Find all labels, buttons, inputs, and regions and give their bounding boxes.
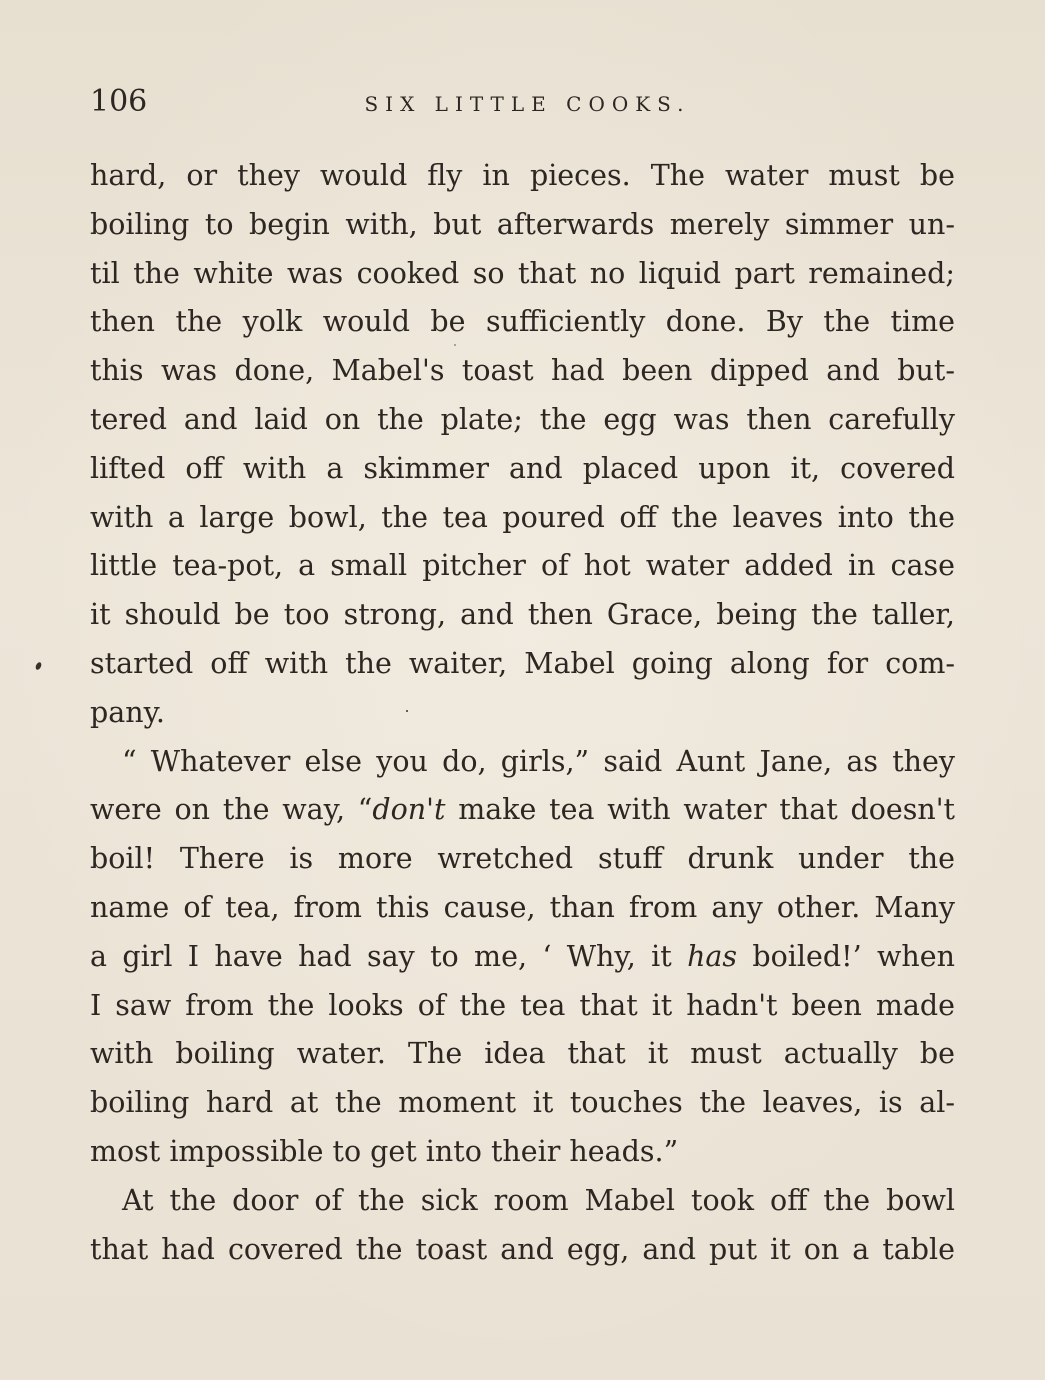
text-segment: a girl I have had say to me, ‘ Why, it [90,939,688,973]
text-line: then the yolk would be sufficiently done. By the time [90,305,955,339]
ink-speck [454,344,456,346]
text-line: little tea-pot, a small pitcher of hot water added in case [90,549,955,583]
italic-word: don't [372,793,446,827]
text-line: pany. [90,695,165,729]
text-line-with-italic [90,786,955,835]
text-line: til the white was cooked so that no liquid part remained; [90,256,955,290]
text-line: name of tea, from this cause, than from any other. Many [90,890,955,924]
body-text [90,152,955,1274]
text-line: with a large bowl, the tea poured off the leaves into the [90,500,955,534]
text-line: boiling to begin with, but afterwards merely simmer un- [90,207,955,241]
text-segment: boiled!’ when [737,939,955,973]
text-line: lifted off with a skimmer and placed upon it, covered [90,451,955,485]
text-line: that had covered the toast and egg, and put it on a table [90,1232,955,1266]
text-segment: make tea with water that doesn't [445,793,955,827]
text-line: I saw from the looks of the tea that it hadn't been made [90,988,955,1022]
text-segment: were on the way, “ [90,793,373,827]
italic-word: has [687,939,738,973]
text-line: started off with the waiter, Mabel going along for com- [90,646,955,680]
ink-speck [35,661,43,670]
text-line: this was done, Mabel's toast had been dipped and but- [90,354,955,388]
text-line: most impossible to get into their heads.” [90,1134,679,1168]
page-header [90,80,955,124]
text-line-with-italic [90,933,955,982]
text-line: it should be too strong, and then Grace, being the taller, [90,598,955,632]
text-line: “ Whatever else you do, girls,” said Aunt Jane, as they [122,744,955,778]
text-line: boil! There is more wretched stuff drunk under the [90,842,955,876]
text-line: At the door of the sick room Mabel took off the bowl [122,1183,955,1217]
text-line: with boiling water. The idea that it must actually be [90,1037,955,1071]
ink-speck [406,710,408,712]
text-line: boiling hard at the moment it touches the leaves, is al- [90,1086,955,1120]
page-number: 106 [90,84,148,119]
text-line: hard, or they would fly in pieces. The water must be [90,159,955,192]
text-line: tered and laid on the plate; the egg was then carefully [90,402,955,436]
running-title: SIX LITTLE COOKS. [364,92,691,116]
